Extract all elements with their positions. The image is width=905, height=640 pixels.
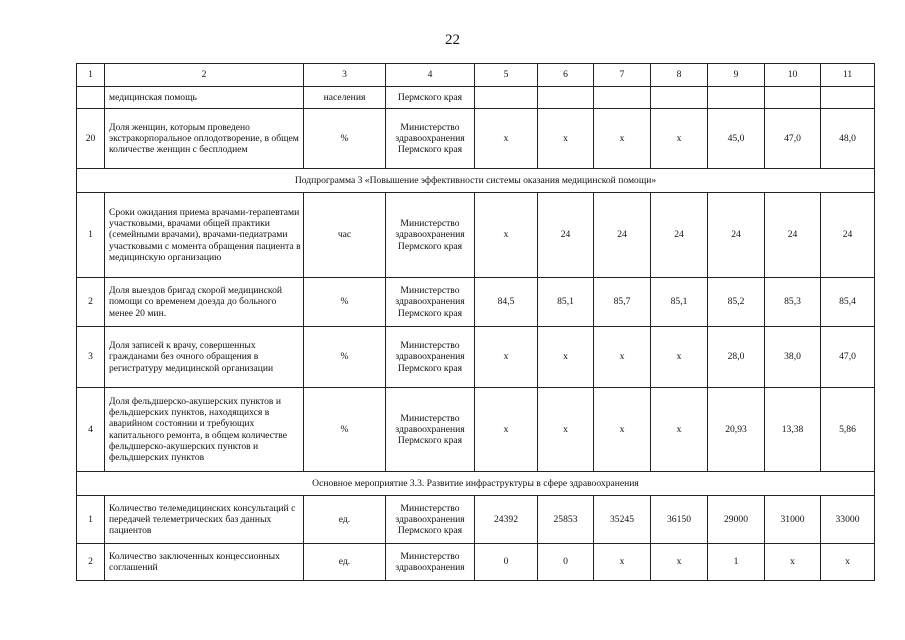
page-number: 22 (445, 32, 460, 48)
responsible-org: Министерство здравоохранения Пермского края (386, 193, 475, 278)
column-number: 8 (651, 64, 708, 87)
row-number: 1 (77, 496, 105, 544)
responsible-org: Министерство здравоохранения Пермского края (386, 388, 475, 472)
row-number (77, 87, 105, 109)
unit: населения (304, 87, 386, 109)
row-number: 3 (77, 327, 105, 388)
value-cell: x (594, 544, 651, 581)
column-number: 7 (594, 64, 651, 87)
table-row (77, 496, 875, 544)
value-cell: x (538, 388, 594, 472)
value-cell: x (594, 327, 651, 388)
column-number-row (77, 64, 875, 87)
value-cell: 1 (708, 544, 765, 581)
value-cell: 20,93 (708, 388, 765, 472)
value-cell: 47,0 (821, 327, 875, 388)
value-cell: x (651, 327, 708, 388)
column-number: 9 (708, 64, 765, 87)
value-cell: 0 (475, 544, 538, 581)
row-number: 2 (77, 278, 105, 327)
value-cell: 24 (765, 193, 821, 278)
value-cell: x (821, 544, 875, 581)
value-cell: 84,5 (475, 278, 538, 327)
table-row (77, 544, 875, 581)
column-number: 5 (475, 64, 538, 87)
value-cell: x (538, 109, 594, 169)
unit: % (304, 327, 386, 388)
value-cell: x (475, 327, 538, 388)
value-cell: 24 (708, 193, 765, 278)
row-number: 4 (77, 388, 105, 472)
value-cell: 0 (538, 544, 594, 581)
value-cell (651, 87, 708, 109)
responsible-org: Министерство здравоохранения Пермского края (386, 278, 475, 327)
value-cell: x (765, 544, 821, 581)
column-number: 4 (386, 64, 475, 87)
value-cell (765, 87, 821, 109)
row-number: 1 (77, 193, 105, 278)
value-cell: x (594, 109, 651, 169)
table-row (77, 388, 875, 472)
value-cell: 45,0 (708, 109, 765, 169)
value-cell (821, 87, 875, 109)
column-number: 1 (77, 64, 105, 87)
value-cell: x (475, 388, 538, 472)
value-cell (594, 87, 651, 109)
column-number: 3 (304, 64, 386, 87)
section-row (77, 472, 875, 496)
value-cell: 36150 (651, 496, 708, 544)
row-number: 20 (77, 109, 105, 169)
value-cell: x (538, 327, 594, 388)
indicator-name: медицинская помощь (105, 87, 304, 109)
value-cell: 31000 (765, 496, 821, 544)
value-cell: x (651, 388, 708, 472)
unit: ед. (304, 496, 386, 544)
value-cell: 85,1 (538, 278, 594, 327)
value-cell: 24 (594, 193, 651, 278)
value-cell: x (651, 109, 708, 169)
value-cell (708, 87, 765, 109)
indicator-name: Сроки ожидания приема врачами-терапевтами участковыми, врачами общей практики (семейными врачами), врачами-педиатрами участковыми с момента обращения пациента в медицинскую организацию (105, 193, 304, 278)
value-cell: 33000 (821, 496, 875, 544)
responsible-org: Министерство здравоохранения Пермского края (386, 496, 475, 544)
column-number: 10 (765, 64, 821, 87)
indicator-name: Количество телемедицинских консультаций с передачей телеметрических баз данных пациентов (105, 496, 304, 544)
table-row (77, 109, 875, 169)
indicator-name: Доля женщин, которым проведено экстракорпоральное оплодотворение, в общем количестве женщин с бесплодием (105, 109, 304, 169)
responsible-org: Пермского края (386, 87, 475, 109)
column-number: 6 (538, 64, 594, 87)
indicator-name: Доля выездов бригад скорой медицинской помощи со временем доезда до больного менее 20 мин. (105, 278, 304, 327)
value-cell: 47,0 (765, 109, 821, 169)
value-cell: 25853 (538, 496, 594, 544)
unit: % (304, 109, 386, 169)
value-cell: 85,2 (708, 278, 765, 327)
value-cell: x (475, 109, 538, 169)
value-cell: 28,0 (708, 327, 765, 388)
value-cell: 24 (651, 193, 708, 278)
row-number: 2 (77, 544, 105, 581)
indicators-table (76, 63, 875, 581)
value-cell: 13,38 (765, 388, 821, 472)
table-row (77, 327, 875, 388)
value-cell: 24392 (475, 496, 538, 544)
unit: ед. (304, 544, 386, 581)
section-heading: Подпрограмма 3 «Повышение эффективности системы оказания медицинской помощи» (77, 169, 875, 193)
value-cell: 85,1 (651, 278, 708, 327)
section-row (77, 169, 875, 193)
column-number: 2 (105, 64, 304, 87)
value-cell: 35245 (594, 496, 651, 544)
column-number: 11 (821, 64, 875, 87)
section-heading: Основное мероприятие 3.3. Развитие инфраструктуры в сфере здравоохранения (77, 472, 875, 496)
value-cell: 29000 (708, 496, 765, 544)
value-cell: 85,7 (594, 278, 651, 327)
unit: % (304, 388, 386, 472)
table-row (77, 193, 875, 278)
value-cell: 24 (821, 193, 875, 278)
value-cell: x (475, 193, 538, 278)
table-row (77, 87, 875, 109)
value-cell: 38,0 (765, 327, 821, 388)
responsible-org: Министерство здравоохранения (386, 544, 475, 581)
unit: % (304, 278, 386, 327)
value-cell: 85,4 (821, 278, 875, 327)
value-cell (538, 87, 594, 109)
value-cell (475, 87, 538, 109)
indicator-name: Доля фельдшерско-акушерских пунктов и фельдшерских пунктов, находящихся в аварийном состоянии и требующих капитального ремонта, в общем количестве фельдшерско-акушерских пунктов и фельдшерских пунктов (105, 388, 304, 472)
responsible-org: Министерство здравоохранения Пермского края (386, 327, 475, 388)
value-cell: 24 (538, 193, 594, 278)
unit: час (304, 193, 386, 278)
table-row (77, 278, 875, 327)
value-cell: 5,86 (821, 388, 875, 472)
indicator-name: Доля записей к врачу, совершенных гражданами без очного обращения в регистратуру медицинской организации (105, 327, 304, 388)
value-cell: 48,0 (821, 109, 875, 169)
value-cell: x (594, 388, 651, 472)
value-cell: x (651, 544, 708, 581)
indicator-name: Количество заключенных концессионных соглашений (105, 544, 304, 581)
value-cell: 85,3 (765, 278, 821, 327)
responsible-org: Министерство здравоохранения Пермского края (386, 109, 475, 169)
